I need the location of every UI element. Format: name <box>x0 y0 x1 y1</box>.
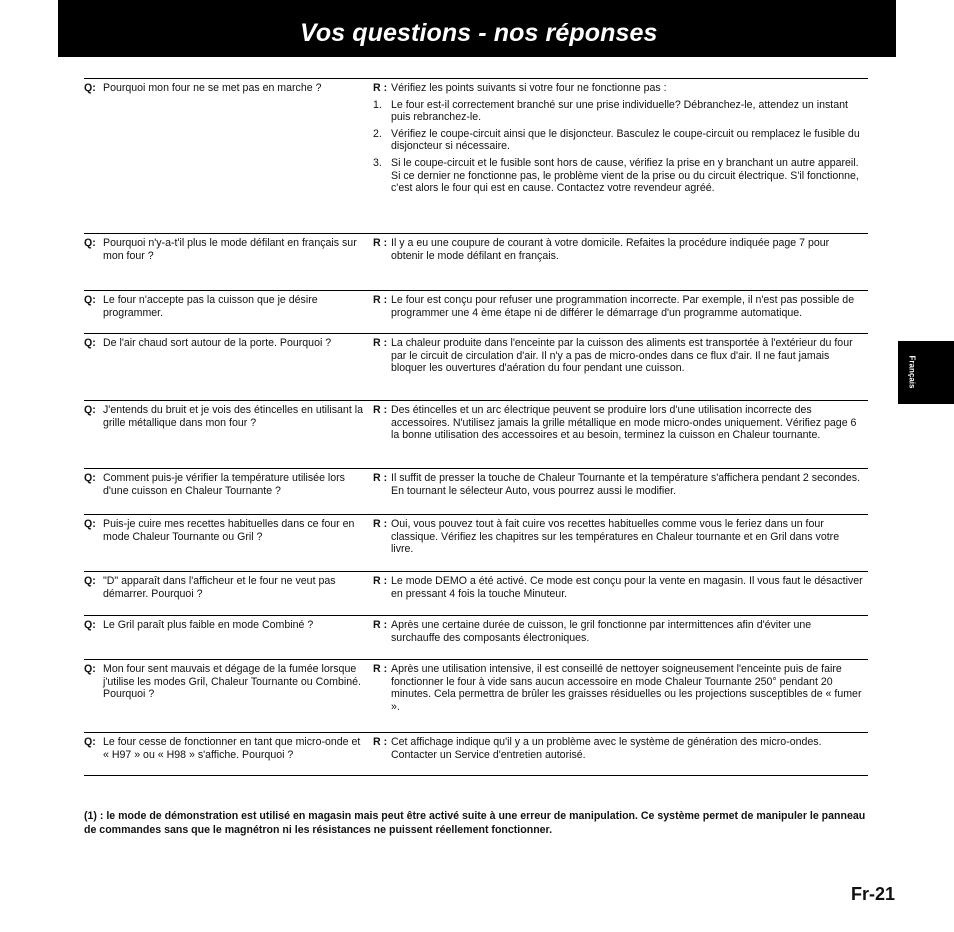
question-prefix: Q: <box>84 337 96 349</box>
answer-list-item <box>373 99 863 124</box>
answer-text: Le mode DEMO a été activé. Ce mode est conçu pour la vente en magasin. Il vous faut le désactiver en pressant 4 fois la touche Minuteur. <box>391 575 863 600</box>
question-cell <box>84 518 366 543</box>
question-prefix: Q: <box>84 294 96 306</box>
question-cell <box>84 294 366 319</box>
question-cell <box>84 237 366 262</box>
answer-prefix: R : <box>373 472 388 484</box>
question-prefix: Q: <box>84 472 96 484</box>
qa-row <box>84 571 868 615</box>
answer-prefix: R : <box>373 575 388 587</box>
answer-cell <box>373 619 863 644</box>
answer-prefix: R : <box>373 294 388 306</box>
question-prefix: Q: <box>84 619 96 631</box>
list-number: 3. <box>373 156 382 169</box>
answer-text: Il suffit de presser la touche de Chaleur Tournante et la température s'affichera pendant 2 secondes. En tournant le sélecteur Auto, vous pourrez aussi le modifier. <box>391 472 861 497</box>
question-prefix: Q: <box>84 237 96 249</box>
question-text: J'entends du bruit et je vois des étincelles en utilisant la grille métallique dans mon four ? <box>103 404 363 429</box>
question-text: Mon four sent mauvais et dégage de la fumée lorsque j'utilise les modes Gril, Chaleur Tournante ou Combiné. Pourquoi ? <box>103 663 361 701</box>
qa-row <box>84 400 868 468</box>
qa-row <box>84 333 868 400</box>
qa-row <box>84 233 868 290</box>
question-text: De l'air chaud sort autour de la porte. Pourquoi ? <box>103 337 332 349</box>
answer-list-item <box>373 157 863 195</box>
answer-prefix: R : <box>373 518 388 530</box>
answer-text: Oui, vous pouvez tout à fait cuire vos recettes habituelles comme vous le feriez dans un four classique. Vérifiez les chapitres sur les températures en Chaleur tournante et en Gril dans votre livre. <box>391 518 840 556</box>
list-number: 2. <box>373 127 382 140</box>
question-prefix: Q: <box>84 663 96 675</box>
answer-text: Il y a eu une coupure de courant à votre domicile. Refaites la procédure indiquée page 7 pour obtenir le mode défilant en français. <box>391 237 830 262</box>
answer-prefix: R : <box>373 237 388 249</box>
qa-row <box>84 78 868 233</box>
list-text: Si le coupe-circuit et le fusible sont hors de cause, vérifiez la prise en y branchant un autre appareil. Si ce dernier ne fonctionne pas, le problème vient de la prise ou du circuit électrique. S'il fonctionne, c'est alors le four qui est en cause. Contactez votre revendeur agréé. <box>391 156 859 195</box>
language-tab <box>898 341 954 404</box>
question-prefix: Q: <box>84 82 96 94</box>
answer-text: Cet affichage indique qu'il y a un problème avec le système de génération des micro-ondes. Contacter un Service d'entretien autorisé. <box>391 736 822 761</box>
answer-text: Des étincelles et un arc électrique peuvent se produire lors d'une utilisation incorrecte des accessoires. N'utilisez jamais la grille métallique en mode micro-ondes uniquement. Vérifiez page 6 la bonne utilisation des accessoires et au besoin, terminez la cuisson en Chaleur tournante. <box>391 404 857 442</box>
question-prefix: Q: <box>84 575 96 587</box>
answer-cell <box>373 575 863 600</box>
question-cell <box>84 82 366 95</box>
language-tab-label: Français <box>907 355 917 389</box>
question-cell <box>84 404 366 429</box>
table-bottom-rule <box>84 775 868 776</box>
question-cell <box>84 575 366 600</box>
answer-cell <box>373 404 863 442</box>
answer-prefix: R : <box>373 337 388 349</box>
qa-row <box>84 514 868 571</box>
answer-prefix: R : <box>373 663 388 675</box>
qa-row <box>84 468 868 514</box>
answer-cell <box>373 237 863 262</box>
page-header <box>58 0 896 57</box>
answer-prefix: R : <box>373 404 388 416</box>
question-text: Le four cesse de fonctionner en tant que micro-onde et « H97 » ou « H98 » s'affiche. Pourquoi ? <box>103 736 361 761</box>
page-number: Fr-21 <box>851 884 896 904</box>
question-prefix: Q: <box>84 404 96 416</box>
answer-cell <box>373 337 863 375</box>
answer-prefix: R : <box>373 82 388 94</box>
question-cell <box>84 619 366 632</box>
answer-cell <box>373 663 863 713</box>
question-prefix: Q: <box>84 736 96 748</box>
answer-list-item <box>373 128 863 153</box>
list-text: Vérifiez le coupe-circuit ainsi que le disjoncteur. Basculez le coupe-circuit ou remplacez le fusible du disjoncteur si nécessaire. <box>391 127 860 153</box>
answer-text: Le four est conçu pour refuser une programmation incorrecte. Par exemple, il n'est pas possible de programmer une 4 ème étape ni de différer le démarrage d'un programme automatique. <box>391 294 855 319</box>
footnote: (1) : le mode de démonstration est utilisé en magasin mais peut être activé suite à une erreur de manipulation. Ce système permet de manipuler le panneau de commandes sans que le magnétron ni les résistances ne puissent réellement fonctionner. <box>84 810 866 836</box>
question-text: "D" apparaît dans l'afficheur et le four ne veut pas démarrer. Pourquoi ? <box>103 575 336 600</box>
answer-cell <box>373 518 863 556</box>
list-number: 1. <box>373 98 382 111</box>
answer-text: La chaleur produite dans l'enceinte par la cuisson des aliments est transportée à l'extérieur du four par le circuit de circulation d'air. Il n'y a pas de micro-ondes dans ce flux d'air. Il ne faut jamais bloquer les ouvertures d'aération du four pendant une cuisson. <box>391 337 853 375</box>
question-cell <box>84 472 366 497</box>
question-text: Comment puis-je vérifier la température utilisée lors d'une cuisson en Chaleur Tournante ? <box>103 472 345 497</box>
qa-row <box>84 290 868 333</box>
answer-text: Après une utilisation intensive, il est conseillé de nettoyer soigneusement l'enceinte puis de faire fonctionner le four à vide sans aucun accessoire en mode Chaleur Tournante 250° pendant 20 minutes. Cela permettra de brûler les graisses résiduelles ou les projections susceptibles de « fumer ». <box>391 663 862 713</box>
qa-row <box>84 732 868 775</box>
question-text: Pourquoi mon four ne se met pas en marche ? <box>103 82 322 94</box>
qa-row <box>84 659 868 732</box>
answer-text: Vérifiez les points suivants si votre four ne fonctionne pas : <box>391 82 667 94</box>
answer-prefix: R : <box>373 736 388 748</box>
question-cell <box>84 736 366 761</box>
list-text: Le four est-il correctement branché sur une prise individuelle? Débranchez-le, attendez un instant puis rebranchez-le. <box>391 98 848 124</box>
question-text: Pourquoi n'y-a-t'il plus le mode défilant en français sur mon four ? <box>103 237 357 262</box>
answer-cell <box>373 294 863 319</box>
qa-row <box>84 615 868 659</box>
answer-cell <box>373 736 863 761</box>
question-cell <box>84 337 366 350</box>
answer-list <box>373 99 863 195</box>
answer-cell <box>373 472 863 497</box>
question-cell <box>84 663 366 701</box>
page-title: Vos questions - nos réponses <box>300 19 658 47</box>
question-prefix: Q: <box>84 518 96 530</box>
answer-text: Après une certaine durée de cuisson, le gril fonctionne par intermittences afin d'éviter une surchauffe des composants électroniques. <box>391 619 812 644</box>
question-text: Puis-je cuire mes recettes habituelles dans ce four en mode Chaleur Tournante ou Gril ? <box>103 518 355 543</box>
answer-prefix: R : <box>373 619 388 631</box>
question-text: Le four n'accepte pas la cuisson que je désire programmer. <box>103 294 318 319</box>
question-text: Le Gril paraît plus faible en mode Combiné ? <box>103 619 314 631</box>
answer-cell <box>373 82 863 199</box>
